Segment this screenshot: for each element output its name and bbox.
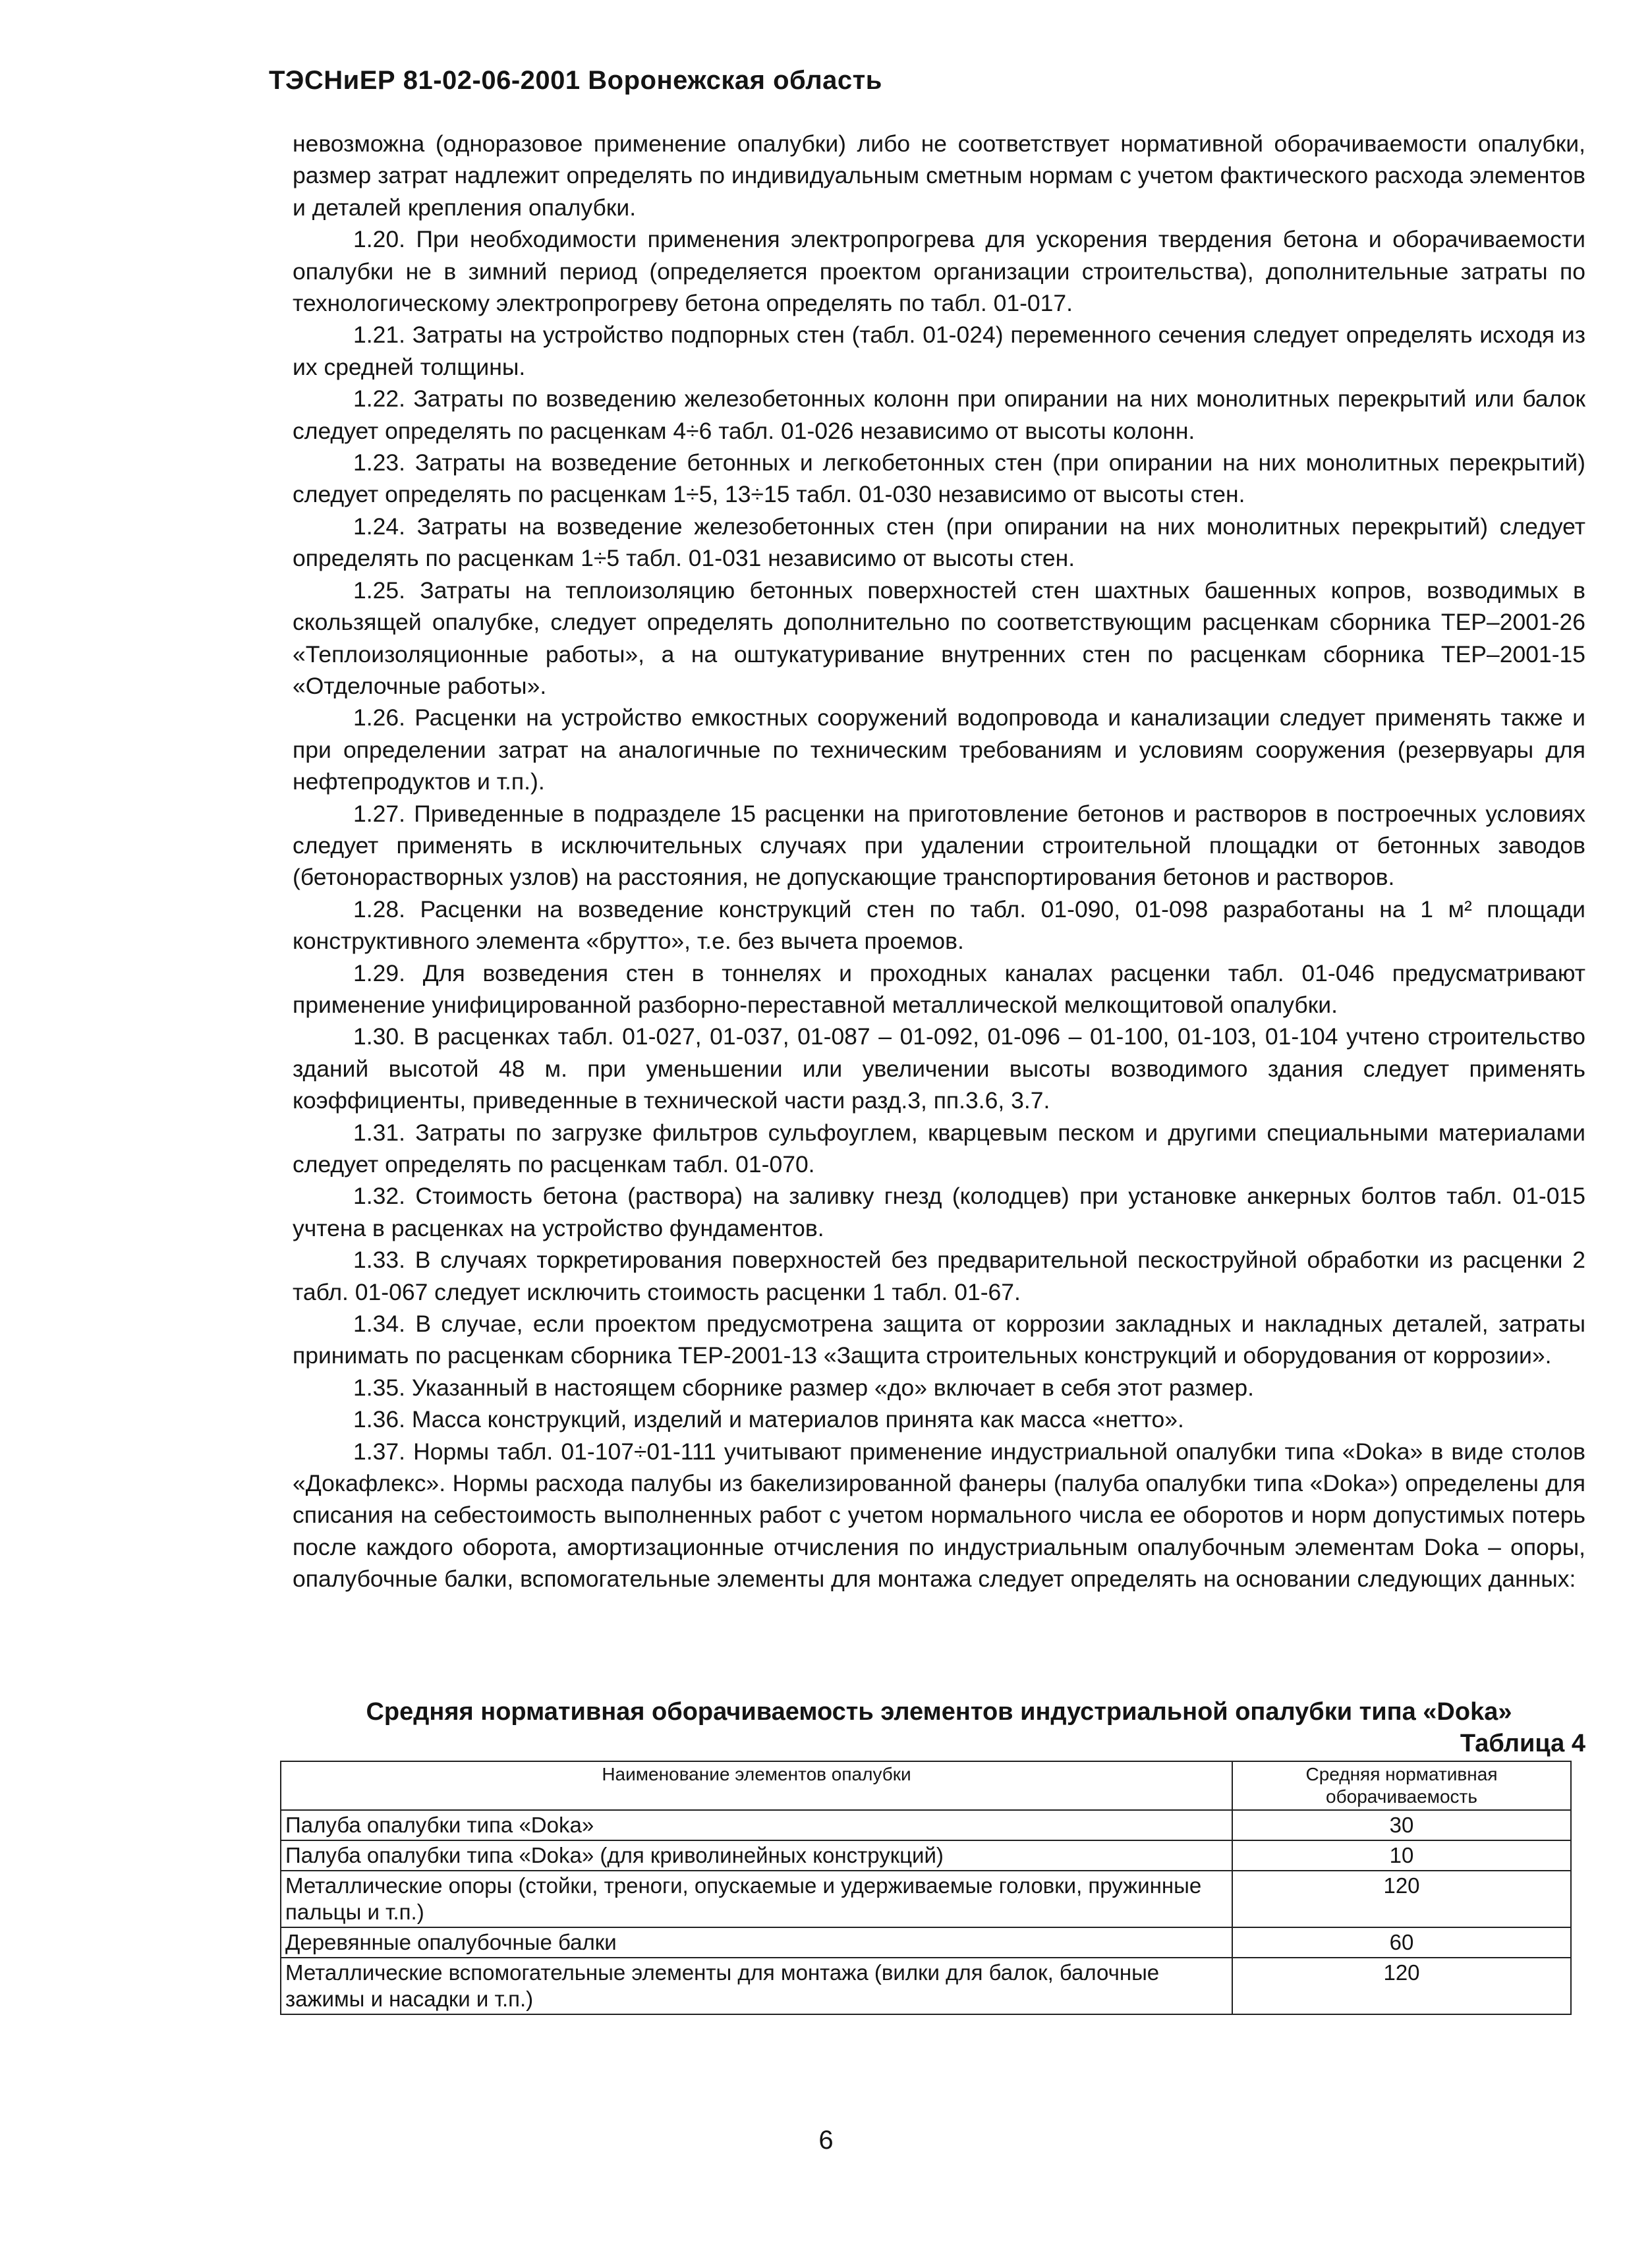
table-row	[281, 1958, 1571, 2014]
table-row	[281, 1927, 1571, 1958]
row-element-name: Палуба опалубки типа «Doka»	[281, 1810, 1232, 1840]
paragraph-1-35: 1.35. Указанный в настоящем сборнике размер «до» включает в себя этот размер.	[353, 1374, 1254, 1401]
body-text	[293, 128, 1585, 1595]
paragraph-1-20: 1.20. При необходимости применения электропрогрева для ускорения твердения бетона и оборачиваемости опалубки не в зимний период (определяется проектом организации строительства), дополнительные затраты по технологическому электропрогреву бетона определять по табл. 01-017.	[293, 226, 1585, 317]
paragraph-1-31: 1.31. Затраты по загрузке фильтров сульфоуглем, кварцевым песком и другими специальными материалами следует определять по расценкам табл. 01-070.	[293, 1119, 1585, 1177]
paragraph-1-37: 1.37. Нормы табл. 01-107÷01-111 учитывают применение индустриальной опалубки типа «Doka» в виде столов «Докафлекс». Нормы расхода палубы из бакелизированной фанеры (палуба опалубки типа «Doka») определены для списания на себестоимость выполненных работ с учетом нормального числа ее оборотов и норм допустимых потерь после каждого оборота, амортизационные отчисления по индустриальным опалубочным элементам Doka – опоры, опалубочные балки, вспомогательные элементы для монтажа следует определять на основании следующих данных:	[293, 1438, 1585, 1593]
document-header: ТЭСНиЕР 81-02-06-2001 Воронежская область	[269, 66, 882, 95]
paragraph-1-27: 1.27. Приведенные в подразделе 15 расценки на приготовление бетонов и растворов в построечных условиях следует применять в исключительных случаях при удалении строительной площадки от бетонных заводов (бетонорастворных узлов) на расстояния, не допускающие транспортирования бетонов и растворов.	[293, 800, 1585, 891]
paragraph-1-24: 1.24. Затраты на возведение железобетонных стен (при опирании на них монолитных перекрытий) следует определять по расценкам 1÷5 табл. 01-031 независимо от высоты стен.	[293, 513, 1585, 572]
row-element-name: Палуба опалубки типа «Doka» (для криволинейных конструкций)	[281, 1840, 1232, 1871]
paragraph-1-28: 1.28. Расценки на возведение конструкций стен по табл. 01-090, 01-098 разработаны на 1 м² площади конструктивного элемента «брутто», т.е. без вычета проемов.	[293, 895, 1585, 955]
paragraph-1-22: 1.22. Затраты по возведению железобетонных колонн при опирании на них монолитных перекрытий или балок следует определять по расценкам 4÷6 табл. 01-026 независимо от высоты колонн.	[293, 385, 1585, 444]
paragraph-1-30: 1.30. В расценках табл. 01-027, 01-037, 01-087 – 01-092, 01-096 – 01-100, 01-103, 01-104 учтено строительство зданий высотой 48 м. при уменьшении или увеличении высоты возводимого здания следует применять коэффициенты, приведенные в технической части разд.3, пп.3.6, 3.7.	[293, 1023, 1585, 1114]
paragraph-1-25: 1.25. Затраты на теплоизоляцию бетонных поверхностей стен шахтных башенных копров, возводимых в скользящей опалубке, следует определять дополнительно по соответствующим расценкам сборника ТЕР–2001-26 «Теплоизоляционные работы», а на оштукатуривание внутренних стен по расценкам сборника ТЕР–2001-15 «Отделочные работы».	[293, 577, 1585, 699]
row-turnover-value: 30	[1232, 1810, 1571, 1840]
header-turnover: Средняя нормативная оборачиваемость	[1232, 1761, 1571, 1810]
row-turnover-value: 120	[1232, 1958, 1571, 2014]
paragraph-1-33: 1.33. В случаях торкретирования поверхностей без предварительной пескоструйной обработки из расценки 2 табл. 01-067 следует исключить стоимость расценки 1 табл. 01-67.	[293, 1247, 1585, 1305]
paragraph-1-26: 1.26. Расценки на устройство емкостных сооружений водопровода и канализации следует применять также и при определении затрат на аналогичные по техническим требованиям и условиям сооружения (резервуары для нефтепродуктов и т.п.).	[293, 704, 1585, 795]
paragraph-1-29: 1.29. Для возведения стен в тоннелях и проходных каналах расценки табл. 01-046 предусматривают применение унифицированной разборно-переставной металлической мелкощитовой опалубки.	[293, 959, 1585, 1018]
table-header-row	[281, 1761, 1571, 1810]
paragraph-1-23: 1.23. Затраты на возведение бетонных и легкобетонных стен (при опирании на них монолитных перекрытий) следует определять по расценкам 1÷5, 13÷15 табл. 01-030 независимо от высоты стен.	[293, 449, 1585, 508]
row-element-name: Деревянные опалубочные балки	[281, 1927, 1232, 1958]
row-turnover-value: 60	[1232, 1927, 1571, 1958]
table-title: Средняя нормативная оборачиваемость элементов индустриальной опалубки типа «Doka»	[366, 1698, 1512, 1726]
paragraph-continuation: невозможна (одноразовое применение опалубки) либо не соответствует нормативной оборачиваемости опалубки, размер затрат надлежит определять по индивидуальным сметным нормам с учетом фактического расхода элементов и деталей крепления опалубки.	[293, 130, 1585, 221]
table-label: Таблица 4	[1460, 1730, 1585, 1757]
turnover-table	[280, 1761, 1572, 2015]
paragraph-1-34: 1.34. В случае, если проектом предусмотрена защита от коррозии закладных и накладных деталей, затраты принимать по расценкам сборника ТЕР-2001-13 «Защита строительных конструкций и оборудования от коррозии».	[293, 1311, 1585, 1369]
row-element-name: Металлические вспомогательные элементы для монтажа (вилки для балок, балочные зажимы и насадки и т.п.)	[281, 1958, 1232, 2014]
row-turnover-value: 10	[1232, 1840, 1571, 1871]
paragraph-1-32: 1.32. Стоимость бетона (раствора) на заливку гнезд (колодцев) при установке анкерных болтов табл. 01-015 учтена в расценках на устройство фундаментов.	[293, 1183, 1585, 1241]
paragraph-1-36: 1.36. Масса конструкций, изделий и материалов принята как масса «нетто».	[353, 1406, 1184, 1433]
row-turnover-value: 120	[1232, 1871, 1571, 1927]
table-row	[281, 1871, 1571, 1927]
header-element-name: Наименование элементов опалубки	[281, 1761, 1232, 1810]
page-number: 6	[818, 2126, 834, 2155]
table-row	[281, 1810, 1571, 1840]
row-element-name: Металлические опоры (стойки, треноги, опускаемые и удерживаемые головки, пружинные пальцы и т.п.)	[281, 1871, 1232, 1927]
table-row	[281, 1840, 1571, 1871]
paragraph-1-21: 1.21. Затраты на устройство подпорных стен (табл. 01-024) переменного сечения следует определять исходя из их средней толщины.	[293, 322, 1585, 380]
